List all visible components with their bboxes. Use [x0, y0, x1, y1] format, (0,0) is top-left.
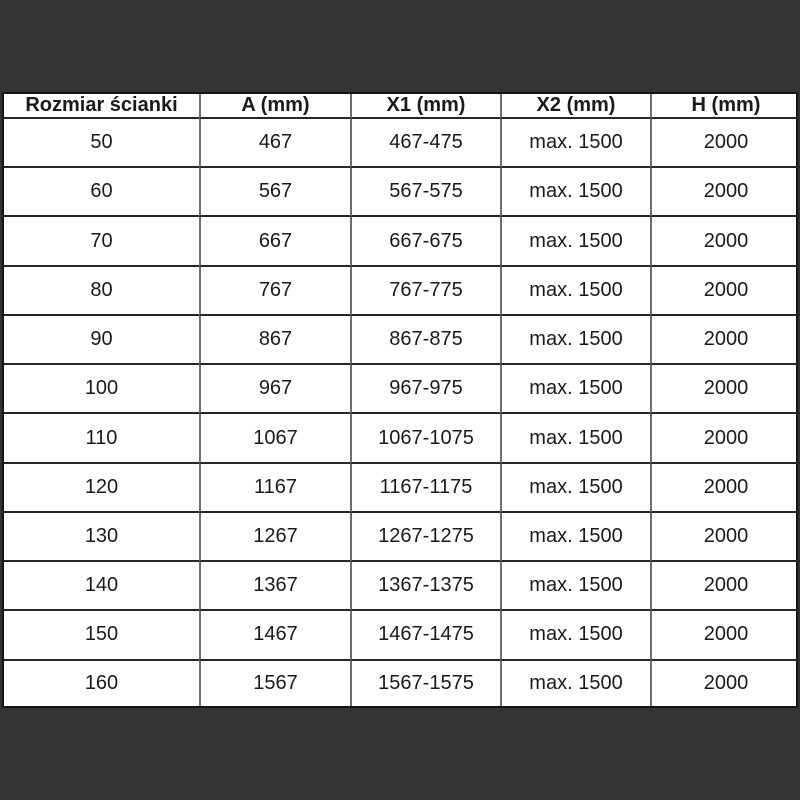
table-row [4, 513, 800, 562]
col-header-a: A (mm) [199, 94, 350, 119]
cell-x2: max. 1500 [500, 267, 650, 316]
cell-x2: max. 1500 [500, 217, 650, 266]
cell-a: 1567 [199, 661, 350, 706]
table-header [4, 94, 800, 119]
table-row [4, 661, 800, 706]
col-header-size: Rozmiar ścianki [4, 94, 199, 119]
col-header-h: H (mm) [650, 94, 800, 119]
cell-x2: max. 1500 [500, 562, 650, 611]
table-row [4, 119, 800, 168]
table-row [4, 217, 800, 266]
cell-h: 2000 [650, 464, 800, 513]
cell-x1: 767-775 [350, 267, 500, 316]
cell-h: 2000 [650, 562, 800, 611]
cell-a: 1467 [199, 611, 350, 660]
cell-h: 2000 [650, 168, 800, 217]
cell-a: 1267 [199, 513, 350, 562]
cell-size: 80 [4, 267, 199, 316]
cell-h: 2000 [650, 365, 800, 414]
cell-size: 110 [4, 414, 199, 463]
cell-a: 467 [199, 119, 350, 168]
table-row [4, 464, 800, 513]
cell-a: 567 [199, 168, 350, 217]
cell-x2: max. 1500 [500, 365, 650, 414]
cell-x1: 1467-1475 [350, 611, 500, 660]
cell-a: 767 [199, 267, 350, 316]
cell-h: 2000 [650, 611, 800, 660]
cell-size: 70 [4, 217, 199, 266]
cell-h: 2000 [650, 267, 800, 316]
cell-x2: max. 1500 [500, 316, 650, 365]
cell-x1: 867-875 [350, 316, 500, 365]
cell-x1: 1267-1275 [350, 513, 500, 562]
cell-size: 130 [4, 513, 199, 562]
cell-x1: 1567-1575 [350, 661, 500, 706]
spec-table-frame [2, 92, 798, 708]
table-row [4, 168, 800, 217]
cell-size: 160 [84, 671, 119, 694]
cell-x1: 467-475 [350, 119, 500, 168]
cell-x1: 1067-1075 [350, 414, 500, 463]
cell-size: 150 [4, 611, 199, 660]
cell-size: 50 [4, 119, 199, 168]
table-row [4, 414, 800, 463]
cell-size: 100 [4, 365, 199, 414]
col-header-x1: X1 (mm) [350, 94, 500, 119]
cell-h: 2000 [650, 661, 800, 706]
cell-h: 2000 [650, 119, 800, 168]
dimensions-spec-table [4, 94, 800, 706]
cell-a: 967 [199, 365, 350, 414]
table-row [4, 267, 800, 316]
cell-h: 2000 [650, 513, 800, 562]
cell-x2: max. 1500 [500, 513, 650, 562]
cell-x1: 1367-1375 [350, 562, 500, 611]
cell-x1: 567-575 [350, 168, 500, 217]
table-row [4, 562, 800, 611]
cell-x2: max. 1500 [500, 168, 650, 217]
cell-a: 1367 [199, 562, 350, 611]
table-body [4, 119, 800, 706]
cell-x2: max. 1500 [500, 414, 650, 463]
cell-x2: max. 1500 [500, 464, 650, 513]
cell-x2: max. 1500 [500, 119, 650, 168]
cell-size: 60 [4, 168, 199, 217]
table-row [4, 611, 800, 660]
cell-h: 2000 [650, 316, 800, 365]
cell-a: 1067 [199, 414, 350, 463]
cell-size: 90 [4, 316, 199, 365]
cell-x2: max. 1500 [500, 611, 650, 660]
cell-x1: 967-975 [350, 365, 500, 414]
cell-x1: 1167-1175 [350, 464, 500, 513]
table-row [4, 316, 800, 365]
cell-x2: max. 1500 [500, 661, 650, 706]
header-row [4, 94, 800, 119]
cell-x1: 667-675 [350, 217, 500, 266]
cell-a: 1167 [199, 464, 350, 513]
cell-h: 2000 [650, 414, 800, 463]
cell-a: 867 [199, 316, 350, 365]
cell-h: 2000 [650, 217, 800, 266]
col-header-x2: X2 (mm) [500, 94, 650, 119]
cell-size: 140 [4, 562, 199, 611]
cell-a: 667 [199, 217, 350, 266]
table-row [4, 365, 800, 414]
cell-size: 120 [4, 464, 199, 513]
